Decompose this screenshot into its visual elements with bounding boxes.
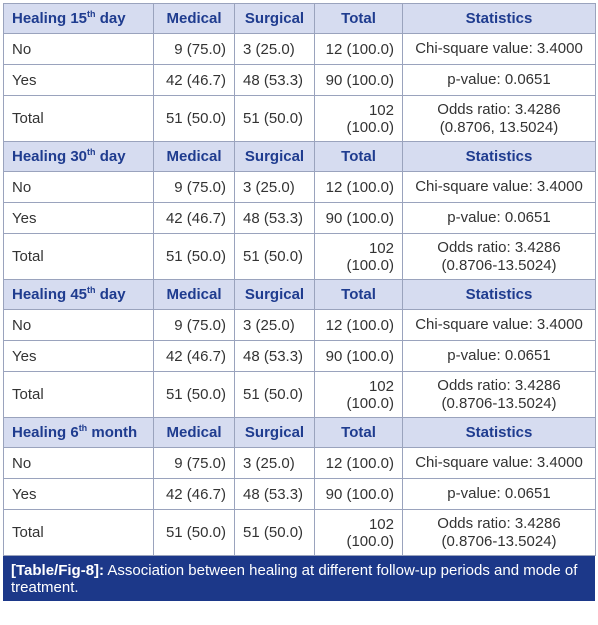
column-header: Total [315, 4, 403, 34]
column-header: Surgical [235, 280, 315, 310]
statistics-line: (0.8706-13.5024) [441, 256, 557, 274]
column-header: Statistics [403, 418, 596, 448]
column-header: Medical [154, 418, 235, 448]
total-cell: 90 (100.0) [315, 65, 403, 96]
medical-cell: 9 (75.0) [154, 172, 235, 203]
row-label: Yes [4, 203, 154, 234]
statistics-line: Chi-square value: 3.4000 [415, 40, 583, 57]
surgical-cell: 3 (25.0) [235, 448, 315, 479]
surgical-cell: 48 (53.3) [235, 479, 315, 510]
surgical-cell: 3 (25.0) [235, 172, 315, 203]
total-cell: 12 (100.0) [315, 172, 403, 203]
table-row [4, 203, 596, 234]
surgical-cell: 51 (50.0) [235, 96, 315, 142]
medical-cell: 51 (50.0) [154, 372, 235, 418]
healing-table [3, 3, 596, 556]
row-label: Yes [4, 341, 154, 372]
statistics-cell [403, 372, 596, 418]
section-title [4, 418, 154, 448]
statistics-cell [403, 479, 596, 510]
total-cell: 12 (100.0) [315, 310, 403, 341]
section-title-sup: th [78, 423, 88, 433]
statistics-line: Odds ratio: 3.4286 [437, 238, 561, 256]
medical-cell: 51 (50.0) [154, 234, 235, 280]
medical-cell: 51 (50.0) [154, 96, 235, 142]
statistics-line: (0.8706-13.5024) [441, 394, 557, 412]
table-row [4, 234, 596, 280]
statistics-line: Odds ratio: 3.4286 [437, 376, 561, 394]
statistics-line: p-value: 0.0651 [447, 71, 551, 88]
statistics-line: (0.8706, 13.5024) [439, 118, 559, 136]
figure-table-wrapper [3, 3, 595, 601]
section-title-tail: day [95, 286, 126, 303]
statistics-cell [403, 341, 596, 372]
statistics-line: Odds ratio: 3.4286 [437, 514, 561, 532]
section-title-tail: day [95, 10, 126, 27]
total-cell: 90 (100.0) [315, 479, 403, 510]
row-label: Total [4, 234, 154, 280]
surgical-cell: 48 (53.3) [235, 341, 315, 372]
statistics-cell [403, 448, 596, 479]
surgical-cell: 51 (50.0) [235, 372, 315, 418]
statistics-line: (0.8706-13.5024) [441, 532, 557, 550]
section-title [4, 280, 154, 310]
medical-cell: 9 (75.0) [154, 448, 235, 479]
row-label: Yes [4, 479, 154, 510]
table-row [4, 96, 596, 142]
section-title-main: Healing 6 [12, 424, 79, 441]
surgical-cell: 48 (53.3) [235, 203, 315, 234]
caption-label: [Table/Fig-8]: [11, 562, 105, 579]
medical-cell: 9 (75.0) [154, 34, 235, 65]
statistics-line: p-value: 0.0651 [447, 485, 551, 502]
statistics-line: Chi-square value: 3.4000 [415, 316, 583, 333]
row-label: Total [4, 510, 154, 556]
medical-cell: 42 (46.7) [154, 341, 235, 372]
section-title-main: Healing 45 [12, 286, 88, 303]
column-header: Total [315, 142, 403, 172]
section-title-main: Healing 30 [12, 148, 88, 165]
section-header-row [4, 4, 596, 34]
medical-cell: 42 (46.7) [154, 203, 235, 234]
medical-cell: 51 (50.0) [154, 510, 235, 556]
table-row [4, 65, 596, 96]
table-row [4, 172, 596, 203]
statistics-cell [403, 96, 596, 142]
section-title-tail: month [87, 424, 138, 441]
statistics-cell [403, 34, 596, 65]
column-header: Medical [154, 4, 235, 34]
total-cell: 12 (100.0) [315, 34, 403, 65]
statistics-line: p-value: 0.0651 [447, 209, 551, 226]
row-label: No [4, 448, 154, 479]
table-row [4, 34, 596, 65]
total-cell: 90 (100.0) [315, 203, 403, 234]
row-label: Yes [4, 65, 154, 96]
medical-cell: 42 (46.7) [154, 479, 235, 510]
section-header-row [4, 142, 596, 172]
surgical-cell: 3 (25.0) [235, 34, 315, 65]
table-row [4, 310, 596, 341]
section-title-tail: day [95, 148, 126, 165]
row-label: No [4, 34, 154, 65]
row-label: No [4, 172, 154, 203]
row-label: No [4, 310, 154, 341]
statistics-line: Chi-square value: 3.4000 [415, 178, 583, 195]
table-body [4, 4, 596, 556]
section-header-row [4, 280, 596, 310]
column-header: Statistics [403, 4, 596, 34]
column-header: Medical [154, 280, 235, 310]
total-cell: 90 (100.0) [315, 341, 403, 372]
column-header: Total [315, 280, 403, 310]
statistics-cell [403, 172, 596, 203]
row-label: Total [4, 372, 154, 418]
statistics-cell [403, 65, 596, 96]
column-header: Medical [154, 142, 235, 172]
surgical-cell: 51 (50.0) [235, 234, 315, 280]
section-title [4, 142, 154, 172]
column-header: Total [315, 418, 403, 448]
table-row [4, 448, 596, 479]
caption-text: Association between healing at different follow-up periods and mode of treatment. [11, 562, 578, 596]
surgical-cell: 51 (50.0) [235, 510, 315, 556]
row-label: Total [4, 96, 154, 142]
statistics-line: p-value: 0.0651 [447, 347, 551, 364]
total-cell: 102 (100.0) [315, 372, 403, 418]
medical-cell: 9 (75.0) [154, 310, 235, 341]
table-row [4, 341, 596, 372]
section-title-sup: th [87, 9, 96, 19]
total-cell: 102 (100.0) [315, 510, 403, 556]
medical-cell: 42 (46.7) [154, 65, 235, 96]
column-header: Surgical [235, 4, 315, 34]
column-header: Surgical [235, 142, 315, 172]
section-title [4, 4, 154, 34]
total-cell: 12 (100.0) [315, 448, 403, 479]
statistics-cell [403, 203, 596, 234]
table-row [4, 372, 596, 418]
table-row [4, 479, 596, 510]
surgical-cell: 3 (25.0) [235, 310, 315, 341]
column-header: Statistics [403, 280, 596, 310]
statistics-cell [403, 310, 596, 341]
total-cell: 102 (100.0) [315, 234, 403, 280]
total-cell: 102 (100.0) [315, 96, 403, 142]
surgical-cell: 48 (53.3) [235, 65, 315, 96]
section-title-sup: th [87, 285, 96, 295]
column-header: Surgical [235, 418, 315, 448]
statistics-line: Chi-square value: 3.4000 [415, 454, 583, 471]
section-header-row [4, 418, 596, 448]
statistics-line: Odds ratio: 3.4286 [437, 100, 561, 118]
section-title-sup: th [87, 147, 96, 157]
section-title-main: Healing 15 [12, 10, 88, 27]
table-row [4, 510, 596, 556]
table-caption [3, 556, 595, 601]
statistics-cell [403, 234, 596, 280]
statistics-cell [403, 510, 596, 556]
column-header: Statistics [403, 142, 596, 172]
